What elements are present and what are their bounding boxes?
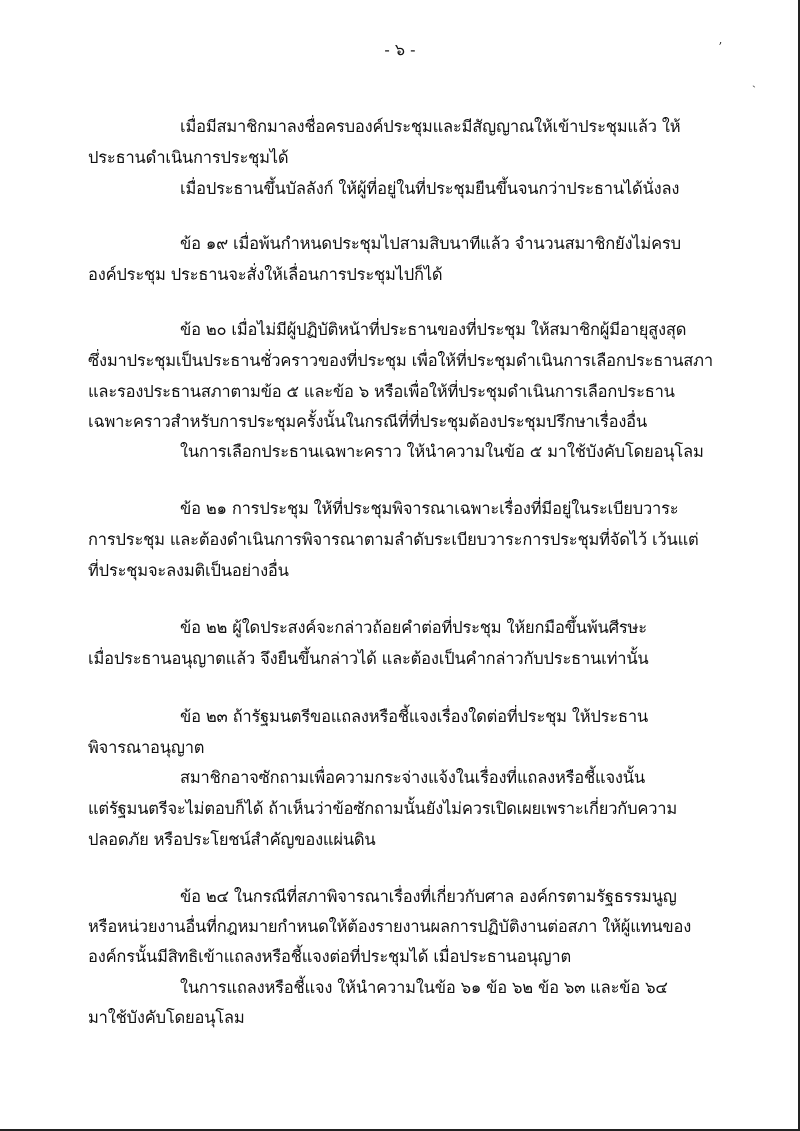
page-number: - ๖ - [384, 40, 416, 59]
paragraph-line: หรือหน่วยงานอื่นที่กฎหมายกำหนดให้ต้องรายงานผลการปฏิบัติงานต่อสภา ให้ผู้แทนของ [88, 917, 692, 936]
paragraph-line: เมื่อประธานอนุญาตแล้ว จึงยืนขึ้นกล่าวได้ และต้องเป็นคำกล่าวกับประธานเท่านั้น [88, 649, 649, 668]
paragraph-line: การประชุม และต้องดำเนินการพิจารณาตามลำดับระเบียบวาระการประชุมที่จัดไว้ เว้นแต่ [88, 530, 699, 549]
paragraph-line: ในการแถลงหรือชี้แจง ให้นำความในข้อ ๖๑ ข้อ ๖๒ ข้อ ๖๓ และข้อ ๖๔ [180, 978, 668, 997]
paragraph-line: ข้อ ๒๑ การประชุม ให้ที่ประชุมพิจารณาเฉพาะเรื่องที่มีอยู่ในระเบียบวาระ [180, 499, 679, 518]
paragraph-line: แต่รัฐมนตรีจะไม่ตอบก็ได้ ถ้าเห็นว่าข้อซักถามนั้นยังไม่ควรเปิดเผยเพราะเกี่ยวกับความ [88, 799, 677, 818]
paragraph-line: ข้อ ๒๒ ผู้ใดประสงค์จะกล่าวถ้อยคำต่อที่ประชุม ให้ยกมือขึ้นพ้นศีรษะ [180, 618, 647, 637]
paragraph-line: ปลอดภัย หรือประโยชน์สำคัญของแผ่นดิน [88, 830, 376, 849]
paragraph-line: ที่ประชุมจะลงมติเป็นอย่างอื่น [88, 561, 289, 580]
paragraph-line: ข้อ ๒๐ เมื่อไม่มีผู้ปฏิบัติหน้าที่ประธานของที่ประชุม ให้สมาชิกผู้มีอายุสูงสุด [180, 320, 687, 339]
paragraph-line: และรองประธานสภาตามข้อ ๕ และข้อ ๖ หรือเพื่อให้ที่ประชุมดำเนินการเลือกประธาน [88, 382, 675, 401]
paragraph-line: เมื่อประธานขึ้นบัลลังก์ ให้ผู้ที่อยู่ในที่ประชุมยืนขึ้นจนกว่าประธานได้นั่งลง [180, 179, 680, 198]
paragraph-line: ในการเลือกประธานเฉพาะคราว ให้นำความในข้อ ๕ มาใช้บังคับโดยอนุโลม [180, 442, 704, 461]
paragraph-line: องค์ประชุม ประธานจะสั่งให้เลื่อนการประชุมไปก็ได้ [88, 265, 443, 284]
scan-speck: ˏ [752, 74, 756, 88]
paragraph-line: ข้อ ๒๔ ในกรณีที่สภาพิจารณาเรื่องที่เกี่ยวกับศาล องค์กรตามรัฐธรรมนูญ [180, 887, 677, 906]
paragraph-line: ข้อ ๑๙ เมื่อพ้นกำหนดประชุมไปสามสิบนาทีแล้ว จำนวนสมาชิกยังไม่ครบ [180, 234, 681, 253]
paragraph-line: ข้อ ๒๓ ถ้ารัฐมนตรีขอแถลงหรือชี้แจงเรื่องใดต่อที่ประชุม ให้ประธาน [180, 707, 648, 726]
paragraph-line: มาใช้บังคับโดยอนุโลม [88, 1008, 245, 1027]
paragraph-line: พิจารณาอนุญาต [88, 738, 205, 757]
paragraph-line: สมาชิกอาจซักถามเพื่อความกระจ่างแจ้งในเรื่องที่แถลงหรือชี้แจงนั้น [180, 768, 645, 787]
paragraph-line: ประธานดำเนินการประชุมได้ [88, 148, 289, 167]
paragraph-line: ซึ่งมาประชุมเป็นประธานชั่วคราวของที่ประชุม เพื่อให้ที่ประชุมดำเนินการเลือกประธานสภา [88, 351, 713, 370]
paragraph-line: เฉพาะคราวสำหรับการประชุมครั้งนั้นในกรณีที่ที่ประชุมต้องประชุมปรึกษาเรื่องอื่น [88, 412, 647, 431]
scan-speck: ʼ [718, 40, 722, 54]
paragraph-line: เมื่อมีสมาชิกมาลงชื่อครบองค์ประชุมและมีสัญญาณให้เข้าประชุมแล้ว ให้ [180, 117, 681, 136]
paragraph-line: องค์กรนั้นมีสิทธิเข้าแถลงหรือชี้แจงต่อที่ประชุมได้ เมื่อประธานอนุญาต [88, 947, 571, 966]
